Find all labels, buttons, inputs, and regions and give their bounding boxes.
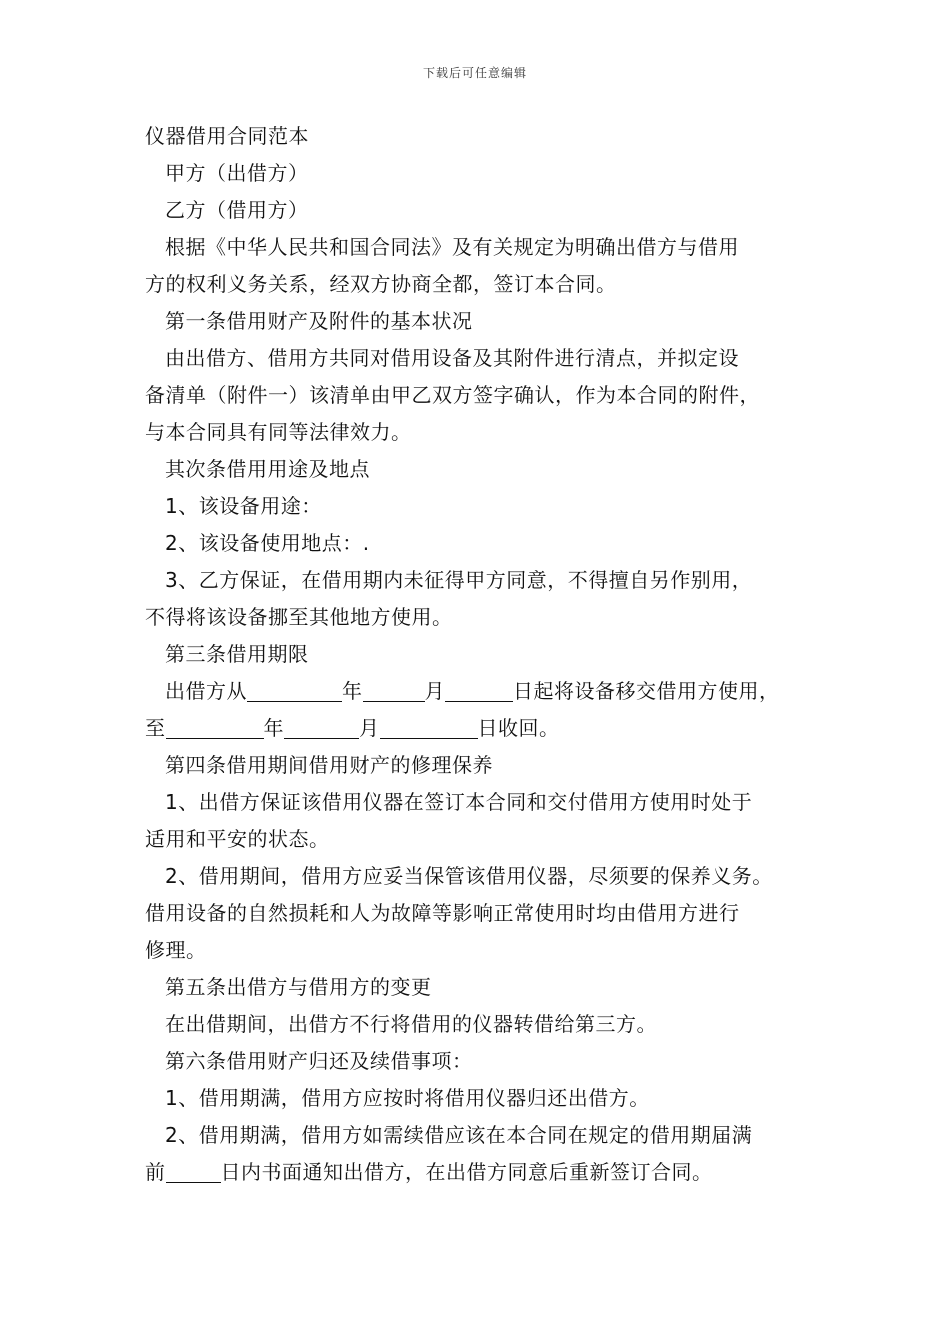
- to-month-blank: [284, 716, 359, 739]
- article-4-item-2-line-1: 2、借用期间，借用方应妥当保管该借用仪器，尽须要的保养义务。: [165, 864, 773, 888]
- article-1-line-1: 由出借方、借用方共同对借用设备及其附件进行清点，并拟定设: [165, 346, 739, 370]
- notice-days-blank: [166, 1160, 221, 1183]
- to-prefix: 至: [145, 716, 166, 740]
- to-month-label: 月: [359, 716, 380, 740]
- from-year-blank: [247, 679, 342, 702]
- article-4-item-2-line-2: 借用设备的自然损耗和人为故障等影响正常使用时均由借用方进行: [145, 901, 740, 925]
- notice-suffix: 日内书面通知出借方，在出借方同意后重新签订合同。: [220, 1160, 713, 1184]
- article-6-item-2-line-2: [145, 1154, 825, 1191]
- intro-line-1: 根据《中华人民共和国合同法》及有关规定为明确出借方与借用: [165, 235, 739, 259]
- from-month-blank: [363, 679, 425, 702]
- from-month-label: 月: [424, 679, 445, 703]
- to-suffix: 日收回。: [477, 716, 560, 740]
- from-suffix: 日起将设备移交借用方使用，: [513, 679, 780, 703]
- article-3-from-line: [145, 673, 825, 710]
- article-4-item-1-line-2: 适用和平安的状态。: [145, 827, 330, 851]
- article-5-title: 第五条出借方与借用方的变更: [165, 975, 432, 999]
- to-year-blank: [166, 716, 264, 739]
- from-prefix: 出借方从: [165, 679, 247, 703]
- from-year-label: 年: [342, 679, 363, 703]
- article-2-item-1: 1、该设备用途：: [165, 494, 322, 518]
- article-6-title: 第六条借用财产归还及续借事项：: [165, 1049, 473, 1073]
- party-a-line: 甲方（出借方）: [165, 161, 309, 185]
- to-day-blank: [380, 716, 478, 739]
- article-2-item-2: 2、该设备使用地点：.: [165, 531, 370, 555]
- from-day-blank: [445, 679, 513, 702]
- article-2-item-3-line-2: 不得将该设备挪至其他地方使用。: [145, 605, 453, 629]
- article-2-item-3-line-1: 3、乙方保证，在借用期内未征得甲方同意，不得擅自另作别用，: [165, 568, 753, 592]
- notice-prefix: 前: [145, 1160, 166, 1184]
- article-1-line-2: 备清单（附件一）该清单由甲乙双方签字确认，作为本合同的附件，: [145, 383, 760, 407]
- article-3-to-line: [145, 710, 825, 747]
- document-title: 仪器借用合同范本: [145, 124, 309, 148]
- article-4-title: 第四条借用期间借用财产的修理保养: [165, 753, 493, 777]
- contract-body: [145, 118, 825, 1191]
- article-6-item-2-line-1: 2、借用期满，借用方如需续借应该在本合同在规定的借用期届满: [165, 1123, 753, 1147]
- to-year-label: 年: [263, 716, 284, 740]
- article-3-title: 第三条借用期限: [165, 642, 309, 666]
- article-2-title: 其次条借用用途及地点: [165, 457, 370, 481]
- article-1-title: 第一条借用财产及附件的基本状况: [165, 309, 473, 333]
- article-5-paragraph: 在出借期间，出借方不行将借用的仪器转借给第三方。: [165, 1012, 657, 1036]
- article-4-item-1-line-1: 1、出借方保证该借用仪器在签订本合同和交付借用方使用时处于: [165, 790, 753, 814]
- article-4-item-2-line-3: 修理。: [145, 938, 207, 962]
- article-1-line-3: 与本合同具有同等法律效力。: [145, 420, 412, 444]
- intro-line-2: 方的权利义务关系，经双方协商全都，签订本合同。: [145, 272, 617, 296]
- party-b-line: 乙方（借用方）: [165, 198, 309, 222]
- header-note: 下载后可任意编辑: [422, 66, 527, 80]
- article-6-item-1: 1、借用期满，借用方应按时将借用仪器归还出借方。: [165, 1086, 650, 1110]
